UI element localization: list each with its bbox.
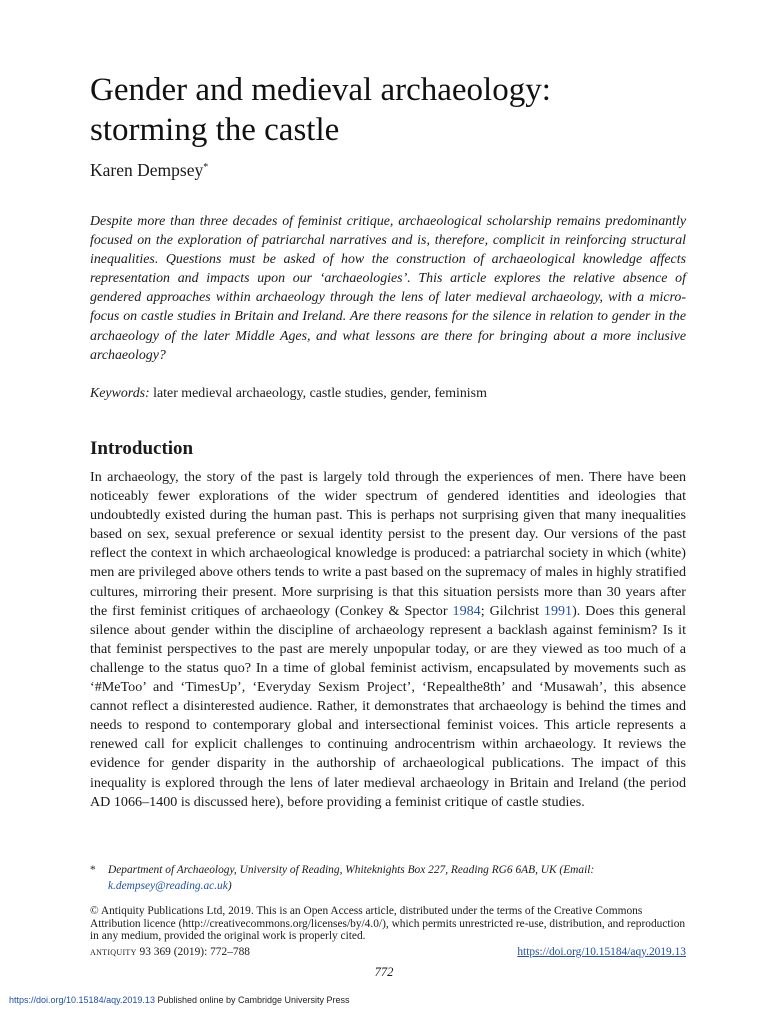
keywords-text: later medieval archaeology, castle studies, gender, feminism — [149, 386, 487, 401]
title-line-1: Gender and medieval archaeology: — [90, 72, 551, 108]
paragraph-text-3: ). Does this general silence about gender within the discipline of archaeology represent a backlash against feminism? Is it that feminist perspectives to the past are merely unpopular today, or are they viewed as too much of a challenge to the status quo? In a time of global feminist activism, encapsulated by movements such as ‘#MeToo’ and ‘TimesUp’, ‘Everyday Sexism Project’, ‘Repealthe8th’ and ‘Musawah’, this absence cannot reflect a disinterested audience. Rather, it demonstrates that archaeology is behind the times and needs to respond to contemporary global and intersectional feminist voices. This article represents a renewed call for explicit challenges to continuing androcentrism within archaeology. It reviews the evidence for gender disparity in the authorship of archaeological publications. The impact of this inequality is explored through the lens of later medieval archaeology in Britain and Ireland (the period AD 1066–1400 is discussed here), before providing a feminist critique of castle studies. — [90, 602, 686, 810]
title-line-2: storming the castle — [90, 112, 340, 148]
introduction-paragraph — [90, 468, 686, 812]
citation-link-gilchrist[interactable]: 1991 — [543, 602, 573, 619]
footnote-close: ) — [227, 879, 232, 892]
author-name: Karen Dempsey — [90, 160, 204, 180]
paragraph-text-2: ; Gilchrist — [480, 602, 544, 619]
section-heading-introduction: Introduction — [90, 438, 194, 459]
article-title — [90, 70, 690, 150]
journal-volume: 93 369 (2019): 772–788 — [136, 946, 250, 958]
abstract: Despite more than three decades of feminist critique, archaeological scholarship remains predominantly focused on the exploration of patriarchal narratives and is, therefore, complicit in reinforcing structural inequalities. Questions must be asked of how the construction of archaeological knowledge affects representation and impacts upon our ‘archaeologies’. This article explores the relative absence of gendered approaches within archaeology through the lens of later medieval archaeology, with a micro-focus on castle studies in Britain and Ireland. Are there reasons for the silence in relation to gender in the archaeology of the later Middle Ages, and what lessons are there for bringing about a more inclusive archaeology? — [90, 214, 686, 363]
page-number: 772 — [374, 965, 394, 979]
citation-link-conkey-spector[interactable]: 1984 — [452, 602, 481, 619]
license-statement: © Antiquity Publications Ltd, 2019. This is an Open Access article, distributed under the terms of the Creative Commons Attribution licence (http://creativecommons.org/licenses/by/4.0/), which permits unrestricted re-use, distribution, and reproduction in any medium, provided the original work is properly cited. — [90, 905, 686, 942]
keywords-label: Keywords: — [90, 386, 150, 401]
footer-doi-link[interactable]: https://doi.org/10.15184/aqy.2019.13 — [9, 995, 155, 1005]
footnote-text: Department of Archaeology, University of Reading, Whiteknights Box 227, Reading RG6 6AB, UK (Email: — [108, 864, 595, 876]
keywords — [90, 384, 686, 404]
author-email-link[interactable]: k.dempsey@reading.ac.uk — [108, 879, 228, 892]
journal-name: antiquity — [90, 946, 137, 958]
journal-citation — [90, 945, 686, 959]
author-line — [90, 158, 208, 182]
footnote-mark: * — [90, 864, 96, 876]
paragraph-text-1: In archaeology, the story of the past is largely told through the experiences of men. There have been noticeably fewer explorations of the wider spectrum of gendered identities and ideologies that undoubtedly existed during the human past. This is perhaps not surprising given that many inequalities based on sex, sexual preference or sexual identity persist to the present day. Our versions of the past reflect the context in which archaeological knowledge is produced: a patriarchal society in which (white) men are privileged above others tends to write a past based on the supremacy of males in highly stratified cultures, mirroring their present. More surprising is that this situation persists more than 30 years after the first feminist critiques of archaeology (Conkey & Spector — [90, 469, 686, 619]
publisher-footer — [9, 994, 350, 1006]
doi-link[interactable]: https://doi.org/10.15184/aqy.2019.13 — [517, 946, 686, 958]
author-footnote-mark[interactable]: * — [203, 162, 209, 173]
author-footnote — [90, 863, 686, 894]
footer-publisher-text: Published online by Cambridge University Press — [154, 995, 350, 1005]
